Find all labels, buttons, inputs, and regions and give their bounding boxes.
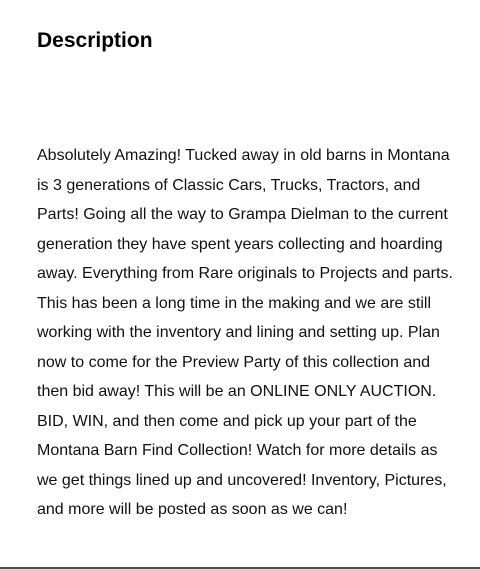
description-line: away. Everything from Rare originals to Projects and parts. — [37, 265, 453, 282]
description-line: generation they have spent years collecting and hoarding — [37, 235, 443, 253]
description-line: Parts! Going all the way to Grampa Dielman to the current — [37, 206, 448, 223]
description-line: now to come for the Preview Party of this collection and — [37, 353, 431, 371]
description-line: is 3 generations of Classic Cars, Trucks, Tractors, and — [37, 176, 421, 194]
description-line: and more will be posted as soon as we can! — [37, 501, 348, 518]
description-line: then bid away! This will be an ONLINE ONLY AUCTION. — [37, 383, 437, 400]
description-line: BID, WIN, and then come and pick up your part of the — [37, 412, 417, 430]
description-heading: Description — [37, 29, 153, 52]
description-body — [37, 141, 453, 525]
description-line: Absolutely Amazing! Tucked away in old barns in Montana — [37, 147, 450, 164]
description-line: Montana Barn Find Collection! Watch for more details as — [37, 442, 438, 459]
description-line: working with the inventory and lining and setting up. Plan — [37, 324, 440, 341]
description-line: This has been a long time in the making and we are still — [37, 294, 431, 312]
description-line: we get things lined up and uncovered! Inventory, Pictures, — [37, 471, 447, 489]
